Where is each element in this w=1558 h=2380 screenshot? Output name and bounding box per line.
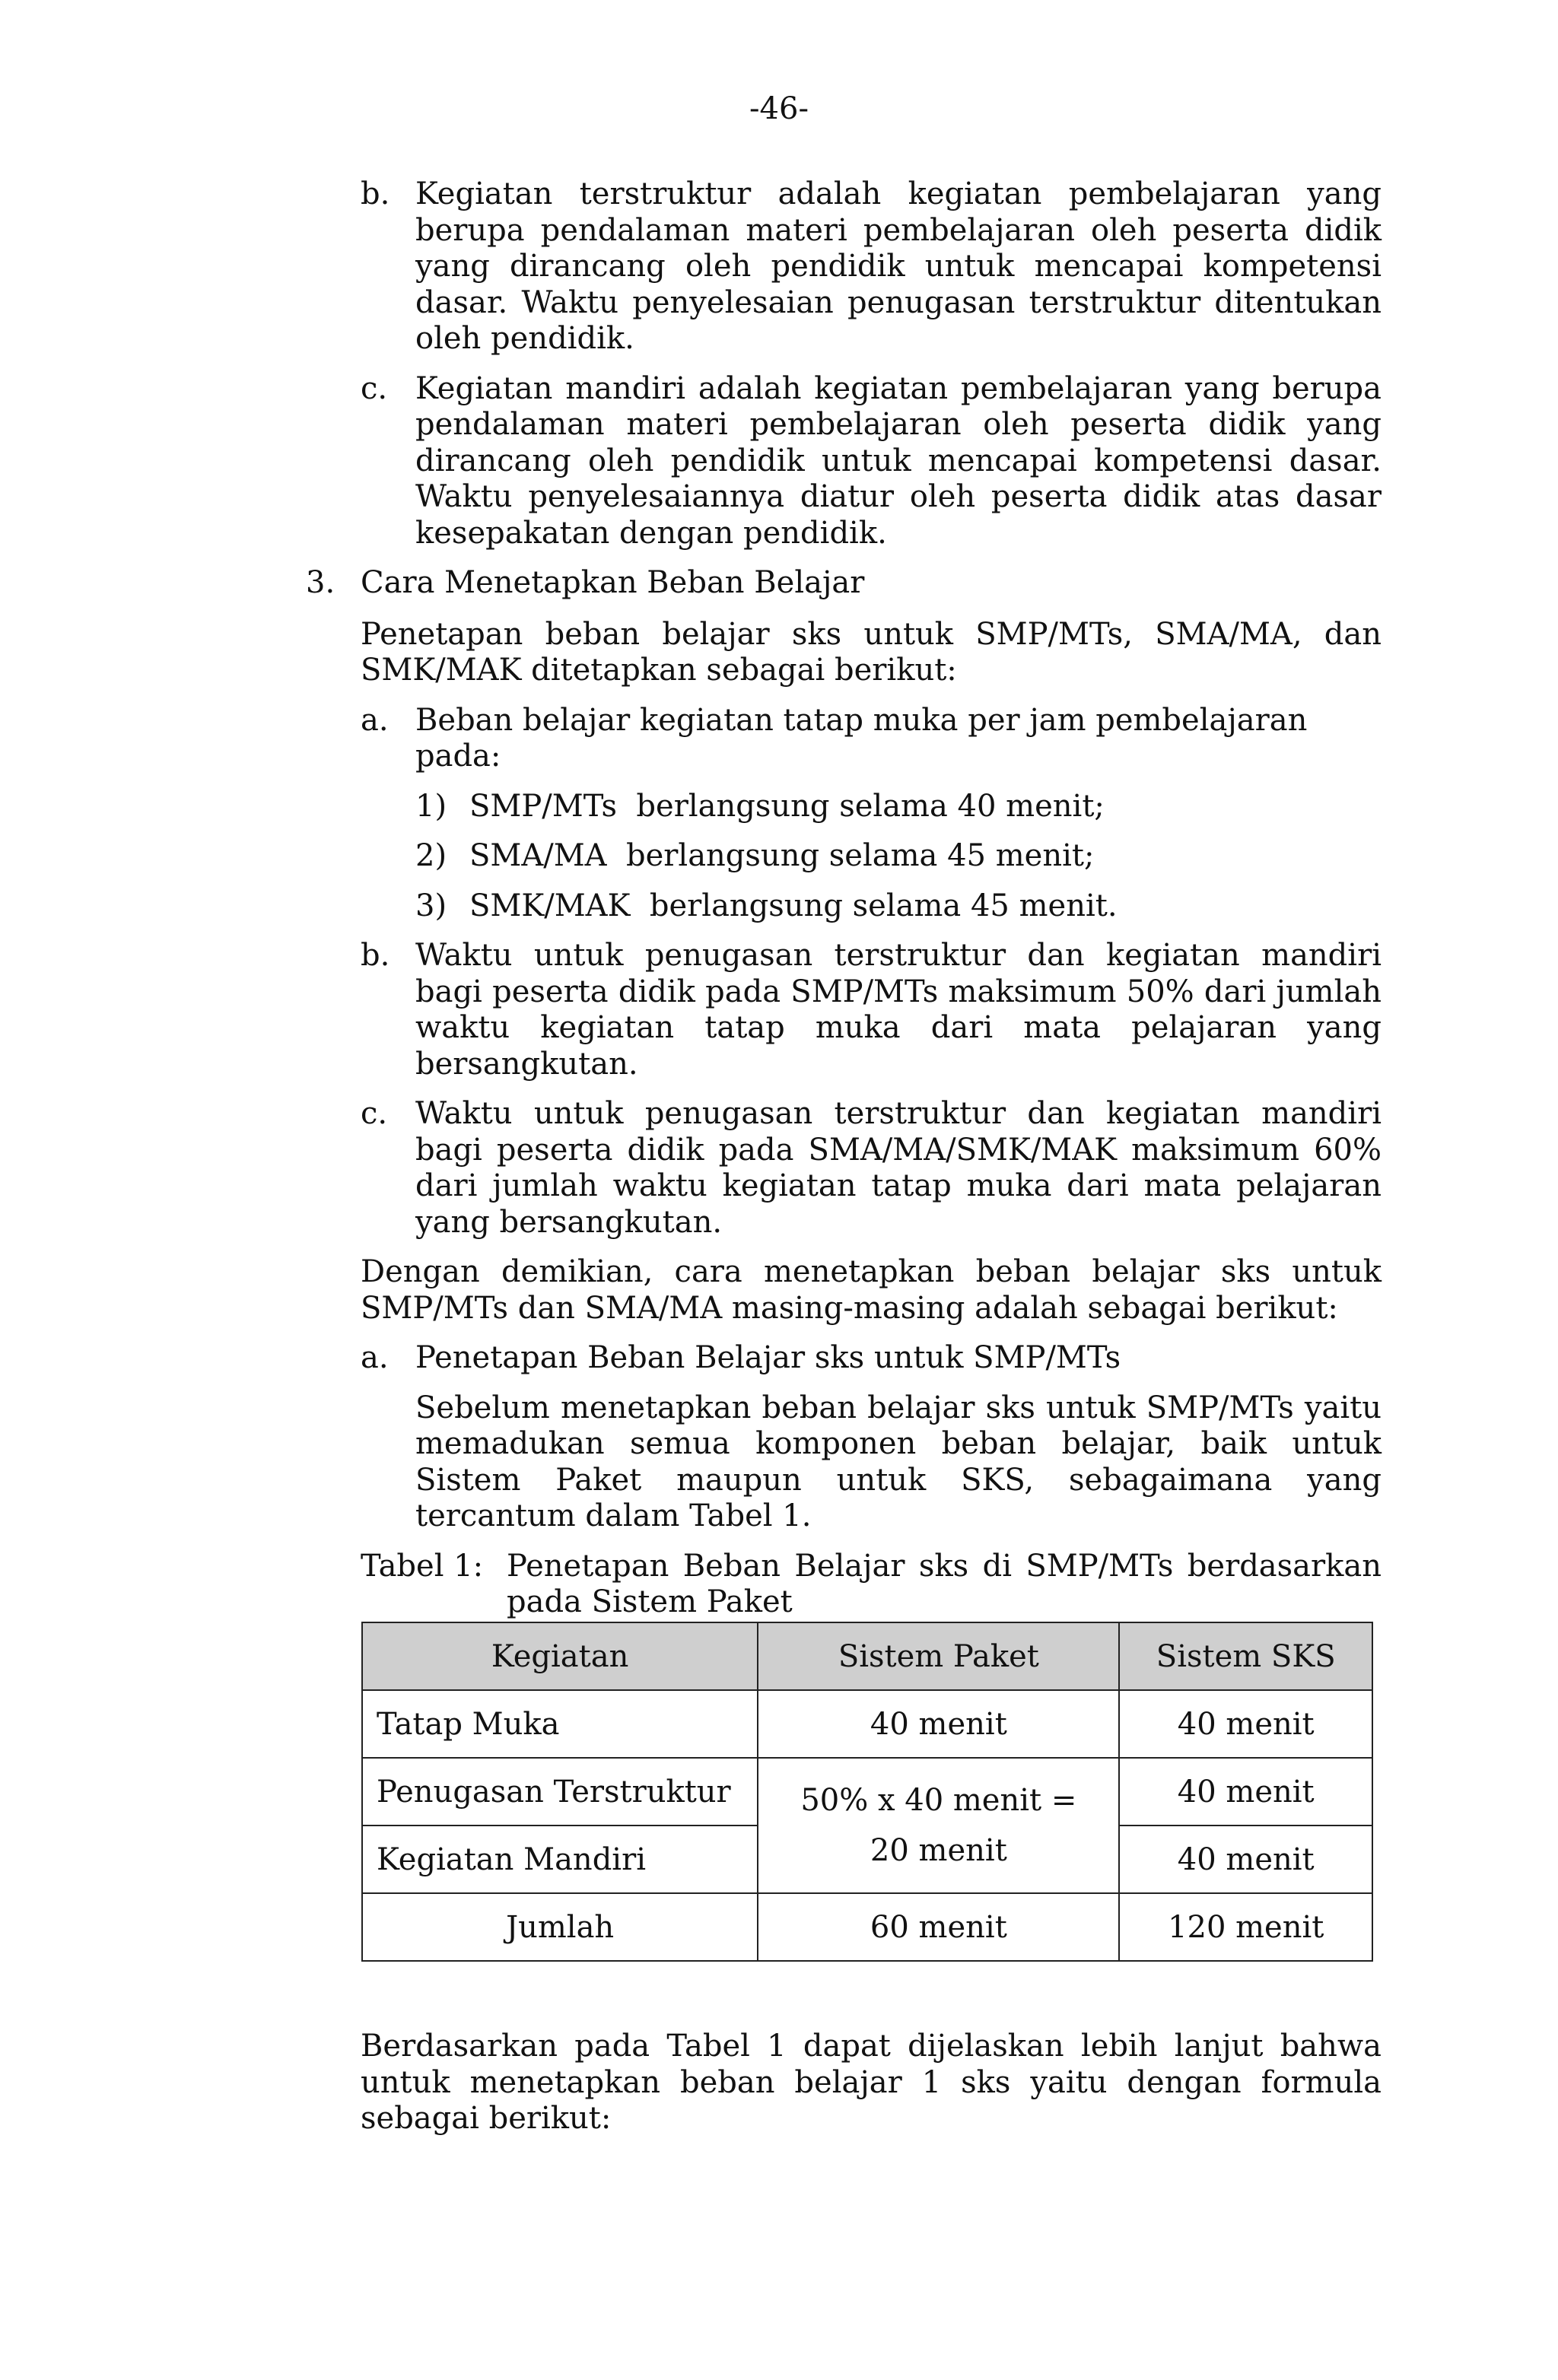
list-item-text: SMA/MA berlangsung selama 45 menit;	[469, 838, 1095, 873]
list-marker: c.	[361, 370, 388, 406]
list-marker: a.	[361, 1340, 389, 1375]
table-row-total	[362, 1893, 1372, 1961]
list-marker: c.	[361, 1096, 388, 1131]
table-cell-merged	[758, 1758, 1119, 1893]
table-cell: 40 menit	[1119, 1758, 1372, 1826]
table-header-cell: Sistem SKS	[1119, 1622, 1372, 1690]
table-row	[362, 1758, 1372, 1826]
sub-item-a	[361, 703, 1382, 775]
sub-item-b	[361, 938, 1382, 1082]
page-number: -46-	[749, 91, 809, 126]
list-marker: 1)	[415, 788, 447, 824]
table-cell: 60 menit	[758, 1893, 1119, 1961]
table-header-cell: Kegiatan	[362, 1622, 758, 1690]
sub-item-a2-text: Sebelum menetapkan beban belajar sks untuk SMP/MTs yaitu memadukan semua komponen beban belajar, baik untuk Sistem Paket maupun untuk SKS, sebagaimana yang tercantum dalam Tabel 1.	[415, 1390, 1382, 1533]
table-header-cell: Sistem Paket	[758, 1622, 1119, 1690]
list-marker: b.	[361, 176, 390, 211]
intro-paragraph: Penetapan beban belajar sks untuk SMP/MTs, SMA/MA, dan SMK/MAK ditetapkan sebagai berikut:	[361, 616, 1382, 688]
closing-paragraph: Berdasarkan pada Tabel 1 dapat dijelaskan lebih lanjut bahwa untuk menetapkan beban belajar 1 sks yaitu dengan formula sebagai berikut:	[361, 2029, 1382, 2136]
table-header-row	[362, 1622, 1372, 1690]
table-cell: Tatap Muka	[362, 1690, 758, 1758]
merged-cell-line: 50% x 40 menit =	[800, 1783, 1077, 1818]
list-item-title: Penetapan Beban Belajar sks untuk SMP/MTs	[415, 1340, 1121, 1375]
table-cell: 40 menit	[758, 1690, 1119, 1758]
table-caption-label: Tabel 1:	[361, 1548, 484, 1584]
section-marker: 3.	[306, 565, 335, 600]
conclusion-paragraph: Dengan demikian, cara menetapkan beban belajar sks untuk SMP/MTs dan SMA/MA masing-masing adalah sebagai berikut:	[361, 1254, 1382, 1326]
list-item-text: Waktu untuk penugasan terstruktur dan kegiatan mandiri bagi peserta didik pada SMP/MTs maksimum 50% dari jumlah waktu kegiatan tatap muka dari mata pelajaran yang bersangkutan.	[415, 938, 1382, 1082]
list-item-text: Beban belajar kegiatan tatap muka per jam pembelajaran pada:	[415, 702, 1308, 774]
list-item-text: SMK/MAK berlangsung selama 45 menit.	[469, 888, 1118, 923]
beban-belajar-table	[361, 1622, 1373, 1962]
merged-cell-line: 20 menit	[870, 1833, 1007, 1868]
sub-item-a2-heading	[361, 1340, 1382, 1377]
table-cell: Penugasan Terstruktur	[362, 1758, 758, 1826]
numbered-item-3	[361, 888, 1382, 925]
list-item-b	[361, 176, 1382, 357]
list-item-text: Waktu untuk penugasan terstruktur dan kegiatan mandiri bagi peserta didik pada SMA/MA/SMK/MAK maksimum 60% dari jumlah waktu kegiatan tatap muka dari mata pelajaran yang bersangkutan.	[415, 1096, 1382, 1240]
table-row	[362, 1690, 1372, 1758]
sub-item-c	[361, 1096, 1382, 1241]
table-cell: 40 menit	[1119, 1826, 1372, 1893]
list-item-text: Kegiatan mandiri adalah kegiatan pembelajaran yang berupa pendalaman materi pembelajaran oleh peserta didik yang dirancang oleh pendidik untuk mencapai kompetensi dasar. Waktu penyelesaiannya diatur oleh peserta didik atas dasar kesepakatan dengan pendidik.	[415, 370, 1382, 551]
numbered-item-1	[361, 789, 1382, 825]
body-text	[306, 176, 1382, 1621]
table-cell: Jumlah	[362, 1893, 758, 1961]
table-caption	[361, 1549, 1382, 1621]
section-title: Cara Menetapkan Beban Belajar	[361, 565, 865, 600]
section-3-heading	[306, 565, 1382, 602]
list-marker: 2)	[415, 838, 447, 873]
numbered-item-2	[361, 838, 1382, 875]
table-cell: 120 menit	[1119, 1893, 1372, 1961]
table-cell: 40 menit	[1119, 1690, 1372, 1758]
list-marker: 3)	[415, 888, 447, 923]
list-marker: a.	[361, 702, 389, 738]
table-cell: Kegiatan Mandiri	[362, 1826, 758, 1893]
list-item-c	[361, 371, 1382, 552]
list-item-text: Kegiatan terstruktur adalah kegiatan pembelajaran yang berupa pendalaman materi pembelajaran oleh peserta didik yang dirancang oleh pendidik untuk mencapai kompetensi dasar. Waktu penyelesaian penugasan terstruktur ditentukan oleh pendidik.	[415, 176, 1382, 356]
list-marker: b.	[361, 938, 390, 973]
list-item-text: SMP/MTs berlangsung selama 40 menit;	[469, 788, 1105, 824]
table-caption-text: Penetapan Beban Belajar sks di SMP/MTs berdasarkan pada Sistem Paket	[507, 1548, 1382, 1619]
